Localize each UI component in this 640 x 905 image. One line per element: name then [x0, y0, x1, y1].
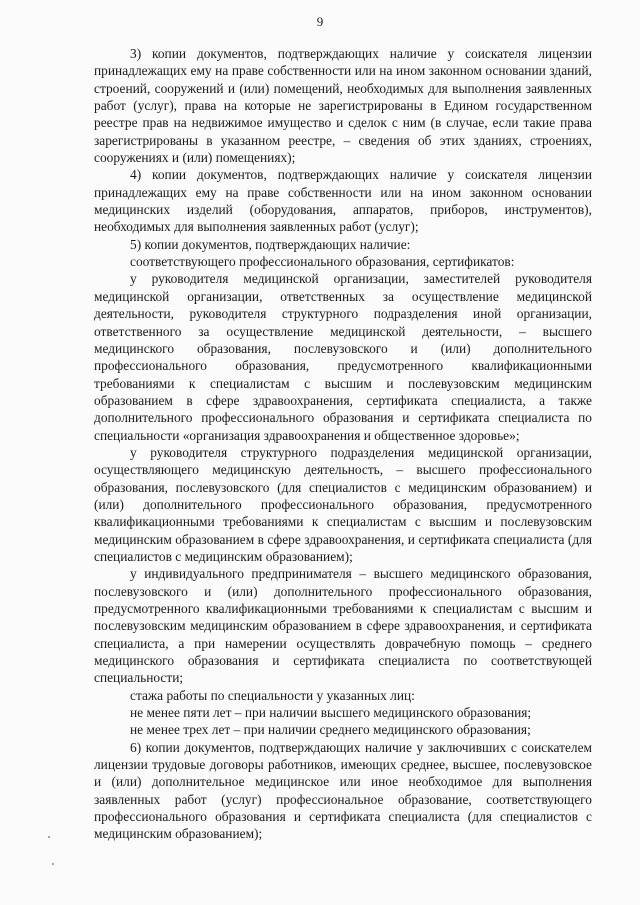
paragraph-head-of-organization: у руководителя медицинской организации, заместителей руководителя медицинской организации, ответственных за осуществление медицинской деятельности, руководителя структурного подразделения иной организации, ответственного за осуществление медицинской деятельности, – высшего медицинского образования, послевузовского и (или) дополнительного профессионального образования, предусмотренного квалификационными требованиями к специалистам с высшим и послевузовским медицинским образованием в сфере здравоохранения, сертификата специалиста, а также дополнительного профессионального образования и сертификата специалиста по специальности «организация здравоохранения и общественное здоровье»;: [94, 271, 592, 443]
paragraph-experience-secondary: не менее трех лет – при наличии среднего медицинского образования;: [130, 722, 531, 738]
page-number: 9: [316, 14, 324, 29]
paragraph-item-3: 3) копии документов, подтверждающих наличие у соискателя лицензии принадлежащих ему на праве собственности или на ином законном основании зданий, строений, сооружений и (или) помещений, необходимых для выполнения заявленных работ (услуг), права на которые не зарегистрированы в Едином государственном реестре прав на недвижимое имущество и сделок с ним (в случае, если такие права зарегистрированы в указанном реестре, – сведения об этих зданиях, строениях, сооружениях и (или) помещениях);: [94, 46, 592, 166]
paragraph-item-4: 4) копии документов, подтверждающих наличие у соискателя лицензии принадлежащих ему на праве собственности или на ином законном основании медицинских изделий (оборудования, аппаратов, приборов, инструментов), необходимых для выполнения заявленных работ (услуг);: [94, 167, 592, 235]
scan-speck: [48, 836, 50, 838]
paragraph-individual-entrepreneur: у индивидуального предпринимателя – высшего медицинского образования, послевузовского и (или) дополнительного профессионального образования, предусмотренного квалификационными требованиями к специалистам с высшим и послевузовским медицинским образованием в сфере здравоохранения, и сертификата специалиста, а при намерении осуществлять доврачебную помощь – среднего медицинского образования и сертификата специалиста по соответствующей специальности;: [94, 566, 592, 686]
paragraph-education-intro: соответствующего профессионального образования, сертификатов:: [130, 254, 515, 270]
scan-speck: [52, 863, 54, 865]
document-body: [94, 45, 592, 843]
paragraph-experience-higher: не менее пяти лет – при наличии высшего медицинского образования;: [130, 705, 532, 721]
paragraph-work-experience: стажа работы по специальности у указанных лиц:: [130, 687, 415, 703]
paragraph-item-6: 6) копии документов, подтверждающих наличие у заключивших с соискателем лицензии трудовые договоры работников, имеющих среднее, высшее, послевузовское и (или) дополнительное медицинское или иное необходимое для выполнения заявленных работ (услуг) профессиональное образование, соответствующего профессионального образования и сертификата специалиста (для специалистов с медицинским образованием);: [94, 739, 592, 842]
paragraph-head-of-division: у руководителя структурного подразделения медицинской организации, осуществляющего медицинскую деятельность, – высшего профессионального образования, послевузовского (для специалистов с медицинским образованием) и (или) дополнительного профессионального образования, предусмотренного квалификационными требованиями к специалистам с высшим и послевузовским медицинским образованием в сфере здравоохранения, и сертификата специалиста (для специалистов с медицинским образованием);: [94, 444, 592, 564]
paragraph-item-5: 5) копии документов, подтверждающих наличие:: [130, 236, 411, 252]
